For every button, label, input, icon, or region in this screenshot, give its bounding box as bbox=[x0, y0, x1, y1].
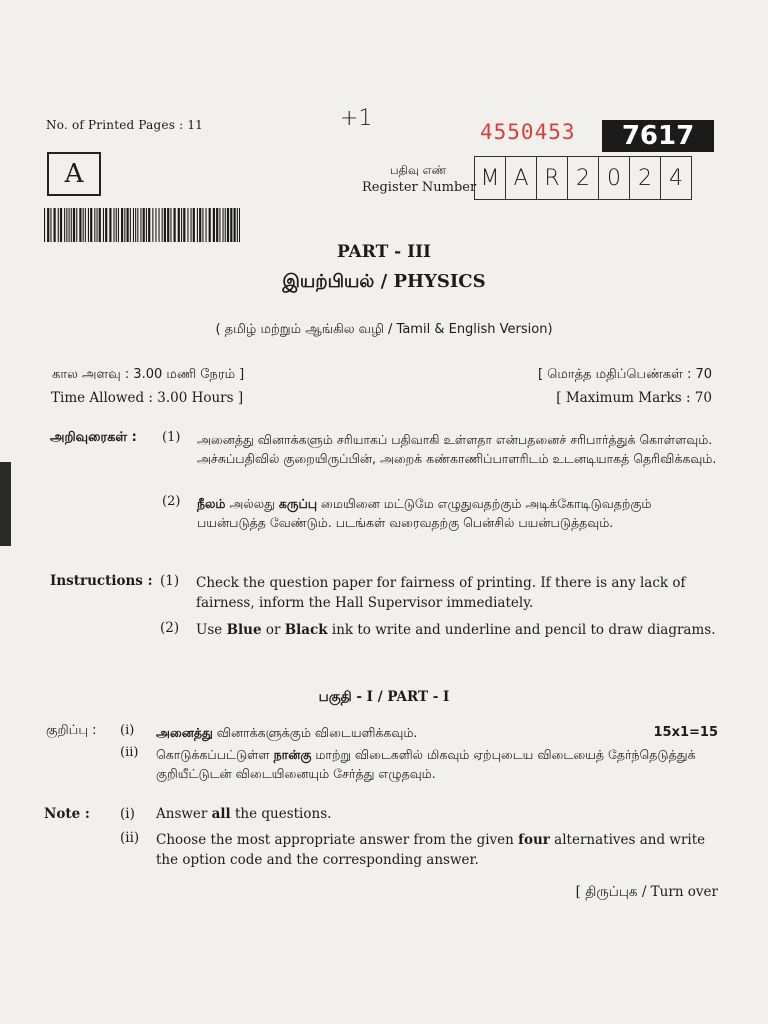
barcode-bar bbox=[114, 208, 115, 242]
note-text: the questions. bbox=[230, 806, 332, 822]
barcode-bar bbox=[135, 208, 136, 242]
time-allowed-tamil: கால அளவு : 3.00 மணி நேரம் ] bbox=[52, 367, 245, 382]
instruction-item-1: Check the question paper for fairness of printing. If there is any lack of fairness, inform the Hall Supervisor immediately. bbox=[196, 575, 686, 611]
section-heading: பகுதி - I / PART - I bbox=[318, 689, 450, 705]
question-set-box: A bbox=[47, 152, 101, 196]
binding-edge bbox=[0, 462, 11, 546]
barcode-bar bbox=[83, 208, 84, 242]
note-text: Answer bbox=[156, 806, 212, 822]
note-text: Choose the most appropriate answer from the given bbox=[156, 832, 519, 848]
barcode-bar bbox=[44, 208, 45, 242]
barcode-bar bbox=[159, 208, 160, 242]
barcode-bar bbox=[76, 208, 77, 242]
barcode-bar bbox=[137, 208, 138, 242]
barcode-bar bbox=[97, 208, 98, 242]
maximum-marks-tamil: [ மொத்த மதிப்பெண்கள் : 70 bbox=[538, 367, 712, 382]
barcode-bar bbox=[121, 208, 123, 242]
register-number-label: Register Number bbox=[362, 180, 477, 195]
barcode-bar bbox=[60, 208, 62, 242]
barcode-bar bbox=[140, 208, 141, 242]
marks-formula: 15x1=15 bbox=[653, 725, 718, 740]
barcode-bar bbox=[85, 208, 86, 242]
note-text: மாற்று விடைகளில் மிகவும் ஏற்புடைய விடையைத் தேர்ந்தெடுத்துக் குறியீட்டுடன் விடையினையும் சேர்த்து எழுதவும். bbox=[156, 747, 696, 781]
barcode-bar bbox=[181, 208, 182, 242]
barcode-bar bbox=[239, 208, 240, 242]
barcode-bar bbox=[99, 208, 101, 242]
subject-title: இயற்பியல் / PHYSICS bbox=[282, 271, 486, 292]
emphasis-text: Black bbox=[284, 622, 328, 638]
version-line: ( தமிழ் மற்றும் ஆங்கில வழி / Tamil & English Version) bbox=[215, 322, 553, 337]
note-label: Note : bbox=[44, 806, 90, 822]
barcode-bar bbox=[178, 208, 180, 242]
barcode-bar bbox=[234, 208, 236, 242]
part-title: PART - III bbox=[337, 242, 431, 262]
barcode-bar bbox=[133, 208, 134, 242]
instruction-number: (2) bbox=[162, 494, 181, 509]
barcode-bar bbox=[216, 208, 218, 242]
emphasis-text: Blue bbox=[226, 622, 262, 638]
barcode-bar bbox=[174, 208, 176, 242]
handwritten-mark: +1 bbox=[340, 106, 373, 131]
instruction-text: ink to write and underline and pencil to draw diagrams. bbox=[327, 622, 716, 638]
barcode-bar bbox=[183, 208, 185, 242]
barcode-bar bbox=[193, 208, 195, 242]
note-item-1 bbox=[156, 806, 331, 822]
barcode-bar bbox=[79, 208, 81, 242]
note-item-tamil-2 bbox=[156, 745, 716, 783]
barcode-bar bbox=[164, 208, 166, 242]
register-digit-cell: A bbox=[506, 157, 537, 199]
barcode-bar bbox=[199, 208, 201, 242]
instruction-number: (2) bbox=[160, 620, 180, 636]
register-digit-cell: 0 bbox=[599, 157, 630, 199]
barcode-bar bbox=[197, 208, 198, 242]
barcode-bar bbox=[143, 208, 145, 242]
emphasis-text: four bbox=[518, 832, 550, 848]
time-allowed: Time Allowed : 3.00 Hours ] bbox=[51, 390, 244, 406]
barcode-bar bbox=[148, 208, 150, 242]
turn-over-label: [ திருப்புக / Turn over bbox=[575, 884, 718, 900]
barcode-bar bbox=[118, 208, 119, 242]
note-number: (ii) bbox=[120, 745, 139, 760]
barcode-bar bbox=[206, 208, 207, 242]
instruction-item-tamil-2 bbox=[197, 494, 717, 532]
note-number: (i) bbox=[120, 806, 135, 822]
barcode-bar bbox=[71, 208, 72, 242]
barcode-bar bbox=[227, 208, 229, 242]
note-text: கொடுக்கப்பட்டுள்ள bbox=[156, 747, 274, 762]
instruction-text: or bbox=[261, 622, 285, 638]
note-text: வினாக்களுக்கும் விடையளிக்கவும். bbox=[212, 725, 418, 740]
note-number: (ii) bbox=[120, 830, 140, 846]
instruction-text: Use bbox=[196, 622, 227, 638]
register-digit-cell: R bbox=[537, 157, 568, 199]
printed-pages-count: No. of Printed Pages : 11 bbox=[46, 118, 203, 132]
barcode-bar bbox=[109, 208, 111, 242]
barcode-bar bbox=[105, 208, 107, 242]
barcode-bar bbox=[213, 208, 215, 242]
instruction-number: (1) bbox=[162, 430, 181, 445]
barcode-bar bbox=[187, 208, 188, 242]
barcode-bar bbox=[64, 208, 65, 242]
barcode-bar bbox=[88, 208, 89, 242]
barcode-bar bbox=[47, 208, 49, 242]
note-label-tamil: குறிப்பு : bbox=[46, 723, 97, 738]
barcode-bar bbox=[103, 208, 104, 242]
note-number: (i) bbox=[120, 723, 135, 738]
barcode-bar bbox=[152, 208, 153, 242]
register-number-grid bbox=[474, 156, 692, 200]
barcode-bar bbox=[219, 208, 220, 242]
instruction-text: அல்லது bbox=[225, 496, 279, 511]
instruction-number: (1) bbox=[160, 573, 180, 589]
barcode-bar bbox=[69, 208, 70, 242]
instructions-label: Instructions : bbox=[50, 573, 153, 589]
note-text: alternatives and write the option code and the corresponding answer. bbox=[156, 832, 706, 868]
instruction-text: மையினை மட்டுமே எழுதுவதற்கும் அடிக்கோடிடுவதற்கும் பயன்படுத்த வேண்டும். படங்கள் வரைவதற்கு பென்சில் பயன்படுத்தவும். bbox=[197, 496, 652, 530]
register-digit-cell: 2 bbox=[630, 157, 661, 199]
barcode-bar bbox=[90, 208, 92, 242]
barcode-bar bbox=[50, 208, 51, 242]
barcode-bar bbox=[58, 208, 59, 242]
barcode-bar bbox=[209, 208, 211, 242]
maximum-marks: [ Maximum Marks : 70 bbox=[556, 390, 712, 406]
emphasis-text: நான்கு bbox=[273, 747, 312, 762]
emphasis-text: அனைத்து bbox=[156, 725, 213, 740]
register-digit-cell: 4 bbox=[669, 166, 683, 191]
barcode-bar bbox=[225, 208, 226, 242]
barcode-bar bbox=[202, 208, 203, 242]
register-digit-cell: 2 bbox=[568, 157, 599, 199]
barcode-bar bbox=[124, 208, 125, 242]
instruction-item-2 bbox=[196, 620, 718, 640]
barcode-bar bbox=[170, 208, 171, 242]
serial-number: 4550453 bbox=[480, 120, 576, 144]
barcode-bar bbox=[116, 208, 117, 242]
instructions-label-tamil: அறிவுரைகள் : bbox=[50, 430, 137, 445]
barcode-bar bbox=[230, 208, 232, 242]
emphasis-text: all bbox=[211, 806, 231, 822]
emphasis-text: கருப்பு bbox=[278, 496, 318, 511]
barcode-bar bbox=[162, 208, 163, 242]
note-item-tamil-1 bbox=[156, 723, 417, 742]
barcode-bar bbox=[130, 208, 131, 242]
barcode-bar bbox=[94, 208, 95, 242]
barcode-bar bbox=[191, 208, 192, 242]
note-item-2 bbox=[156, 830, 716, 870]
barcode-bar bbox=[237, 208, 238, 242]
register-digit-cell: M bbox=[475, 157, 506, 199]
barcode-bar bbox=[223, 208, 224, 242]
barcode-bar bbox=[155, 208, 156, 242]
barcode-bar bbox=[146, 208, 147, 242]
barcode-bar bbox=[167, 208, 169, 242]
barcode-bar bbox=[54, 208, 56, 242]
paper-code-box: 7617 bbox=[602, 120, 714, 152]
register-number-label-tamil: பதிவு எண் bbox=[390, 163, 447, 177]
barcode-bar bbox=[127, 208, 129, 242]
barcode-bar bbox=[66, 208, 67, 242]
emphasis-text: நீலம் bbox=[197, 496, 226, 511]
barcode-bar bbox=[73, 208, 75, 242]
instruction-item-tamil-1: அனைத்து வினாக்களும் சரியாகப் பதிவாகி உள்ளதா என்பதனைச் சரிபார்த்துக் கொள்ளவும். அச்சுப்பதிவில் குறையிருப்பின், அறைக் கண்காணிப்பாளரிடம் உடனடியாகத் தெரிவிக்கவும். bbox=[197, 432, 717, 466]
barcode-image bbox=[44, 208, 240, 242]
